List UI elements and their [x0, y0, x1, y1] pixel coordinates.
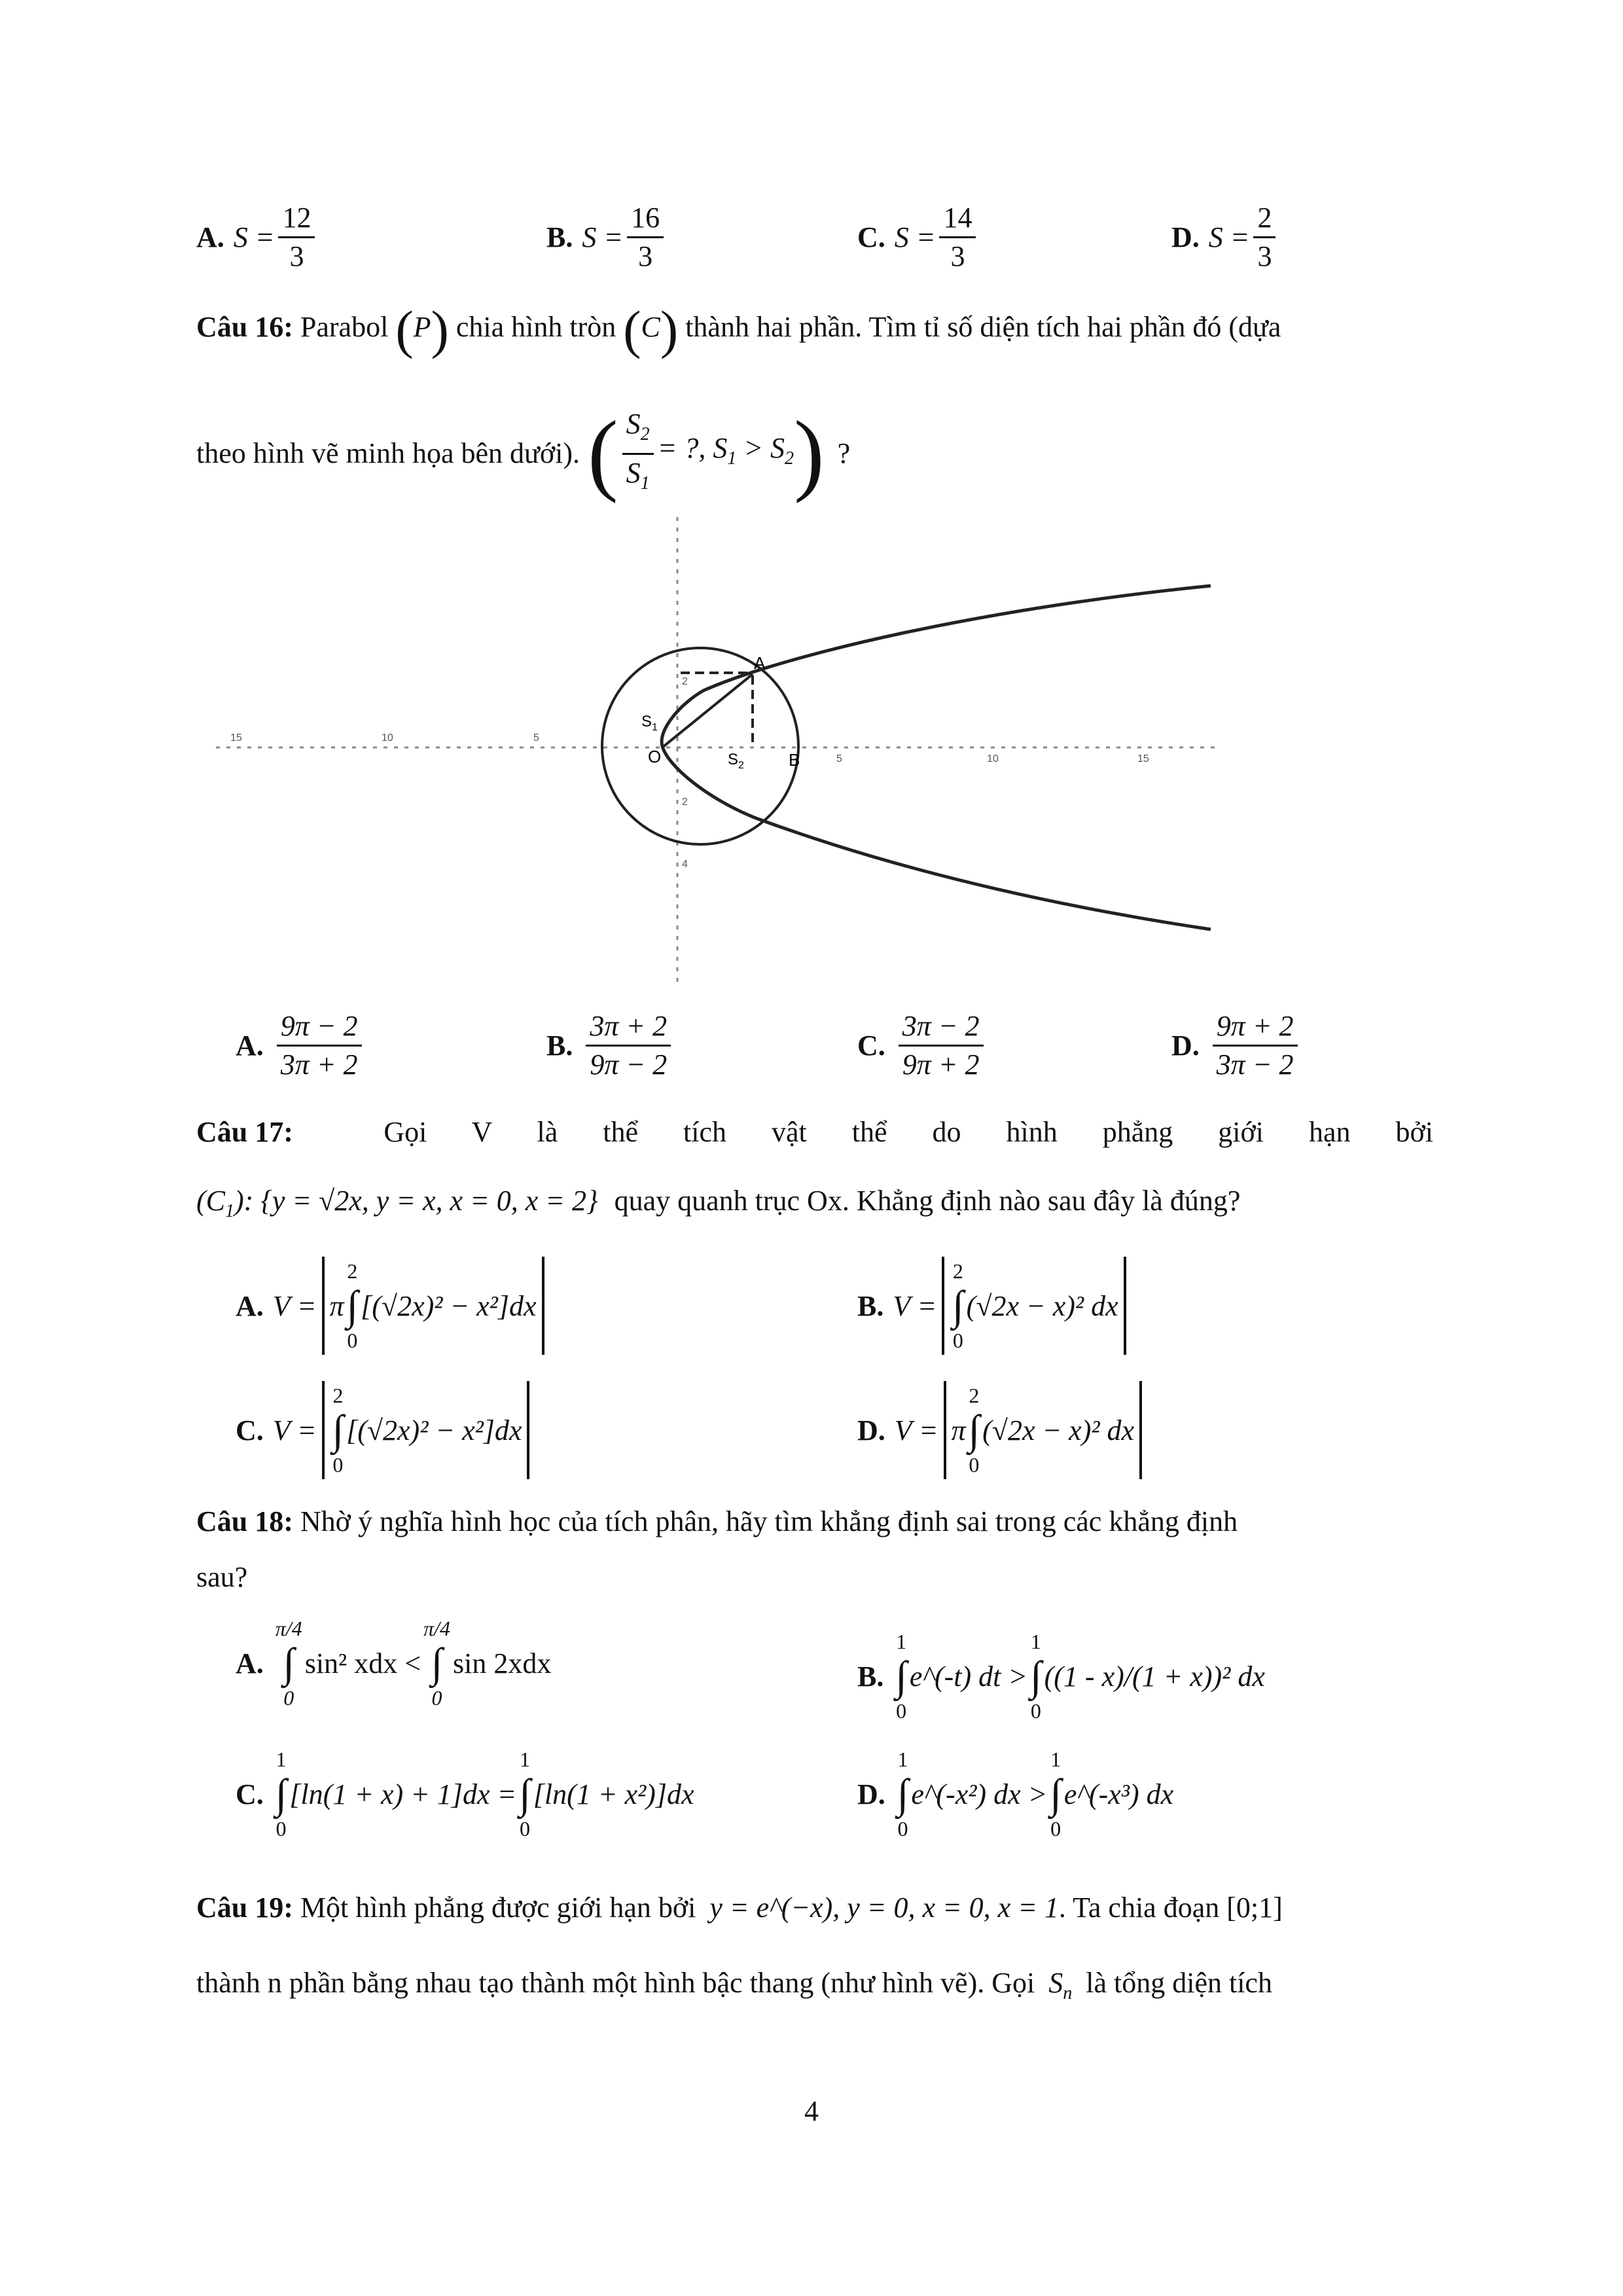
q19-line2: thành n phần bằng nhau tạo thành một hình bậc thang (như hình vẽ). Gọi $S_n$ là tổng diện tích [196, 1967, 1272, 2003]
integral-sign: 2 ∫ 0 [968, 1384, 980, 1477]
fraction: $\frac{14}{3}$ [939, 200, 976, 275]
fraction: $\frac{3\pi - 2}{9\pi + 2}$ [899, 1008, 984, 1083]
page-number: 4 [804, 2095, 819, 2127]
point-a-label: A [754, 653, 766, 673]
q15-option-d: D. S = $\frac{2}{3}$ [1171, 200, 1279, 275]
q17-option-b: B. V = 2 ∫ 0 (√2x − x)² dx [857, 1257, 1132, 1355]
circle-c [602, 648, 798, 844]
integral-sign: 2 ∫ 0 [332, 1384, 344, 1477]
q17-option-a: A. V = π 2 ∫ 0 [(√2x)² − x²]dx [236, 1257, 550, 1355]
tick-label: 10 [987, 753, 999, 764]
tick-label: 15 [1137, 753, 1149, 764]
q17-option-c: C. V = 2 ∫ 0 [(√2x)² − x²]dx [236, 1381, 535, 1479]
integral-sign: π/4 ∫ 0 [423, 1617, 450, 1710]
region-s1-label: $S_1$ [641, 713, 658, 733]
q16-line2: theo hình vẽ minh họa bên dưới). ( $\frac{S_2}{S_1}$ = ?, $S_1 > S_2$ ) ? [196, 403, 851, 505]
q16-option-b: B. $\frac{3\pi + 2}{9\pi - 2}$ [546, 1008, 675, 1083]
tick-label: 5 [533, 732, 539, 744]
tick-label: 15 [230, 732, 242, 744]
integral-sign: 1 ∫ 0 [275, 1748, 287, 1840]
q18-option-b: B. 1 ∫ 0 e^(-t) dt > 1 ∫ 0 ((1 - x)/(1 + x))² dx [857, 1630, 1265, 1723]
tick-label: 10 [382, 732, 393, 744]
point-b-label: B [789, 750, 800, 770]
integral-sign: 1 ∫ 0 [519, 1748, 531, 1840]
integral-sign: 1 ∫ 0 [1030, 1630, 1042, 1723]
integral-sign: π/4 ∫ 0 [275, 1617, 302, 1710]
fraction: $\frac{2}{3}$ [1253, 200, 1275, 275]
fraction: $\frac{16}{3}$ [627, 200, 664, 275]
q18-line2: sau? [196, 1561, 248, 1593]
integral-sign: 2 ∫ 0 [952, 1259, 964, 1352]
q17-line1: Câu 17: Gọi V là thể tích vật thể do hình phẳng giới hạn bởi [196, 1116, 1433, 1148]
tick-label: 2 [682, 676, 688, 687]
q17-option-d: D. V = π 2 ∫ 0 (√2x − x)² dx [857, 1381, 1147, 1479]
parabol-circle-figure [196, 504, 1243, 1001]
ratio-fraction: $\frac{S_2}{S_1}$ [622, 406, 654, 502]
q15-option-c: C. S = $\frac{14}{3}$ [857, 200, 980, 275]
integral-sign: 1 ∫ 0 [897, 1748, 909, 1840]
point-o-label: O [648, 747, 662, 766]
q17-line2: $(C_1)$: {y = √2x, y = x, x = 0, x = 2} quay quanh trục Ox. Khẳng định nào sau đây là đúng? [196, 1185, 1241, 1221]
q16-line1: Câu 16: Parabol (P) chia hình tròn (C) thành hai phần. Tìm tỉ số diện tích hai phần đó (dựa [196, 299, 1281, 359]
q18-option-d: D. 1 ∫ 0 e^(-x²) dx > 1 ∫ 0 e^(-x³) dx [857, 1748, 1174, 1840]
q16-option-c: C. $\frac{3\pi - 2}{9\pi + 2}$ [857, 1008, 988, 1083]
q16-option-d: D. $\frac{9\pi + 2}{3\pi - 2}$ [1171, 1008, 1302, 1083]
q18-line1: Câu 18: Nhờ ý nghĩa hình học của tích phân, hãy tìm khẳng định sai trong các khẳng định [196, 1505, 1238, 1537]
tick-label: 2 [682, 797, 688, 808]
integral-sign: 2 ∫ 0 [346, 1259, 359, 1352]
q18-option-a: A. π/4 ∫ 0 sin² xdx < π/4 ∫ 0 sin 2xdx [236, 1617, 552, 1710]
fraction: $\frac{9\pi - 2}{3\pi + 2}$ [277, 1008, 362, 1083]
q19-line1: Câu 19: Một hình phẳng được giới hạn bởi y = e^(−x), y = 0, x = 0, x = 1. Ta chia đoạn [0;1] [196, 1892, 1283, 1924]
integral-sign: 1 ∫ 0 [1050, 1748, 1061, 1840]
q18-option-c: C. 1 ∫ 0 [ln(1 + x) + 1]dx = 1 ∫ 0 [ln(1 + x²)]dx [236, 1748, 694, 1840]
tick-label: 5 [836, 753, 842, 764]
q15-option-a: A. S = $\frac{12}{3}$ [196, 200, 319, 275]
fraction: $\frac{12}{3}$ [278, 200, 315, 275]
q15-option-b: B. S = $\frac{16}{3}$ [546, 200, 668, 275]
integral-sign: 1 ∫ 0 [895, 1630, 907, 1723]
fraction: $\frac{9\pi + 2}{3\pi - 2}$ [1213, 1008, 1298, 1083]
region-s2-label: $S_2$ [728, 751, 744, 771]
tick-label: 4 [682, 859, 688, 870]
q16-option-a: A. $\frac{9\pi - 2}{3\pi + 2}$ [236, 1008, 366, 1083]
parabola-p [662, 586, 1211, 929]
fraction: $\frac{3\pi + 2}{9\pi - 2}$ [586, 1008, 671, 1083]
